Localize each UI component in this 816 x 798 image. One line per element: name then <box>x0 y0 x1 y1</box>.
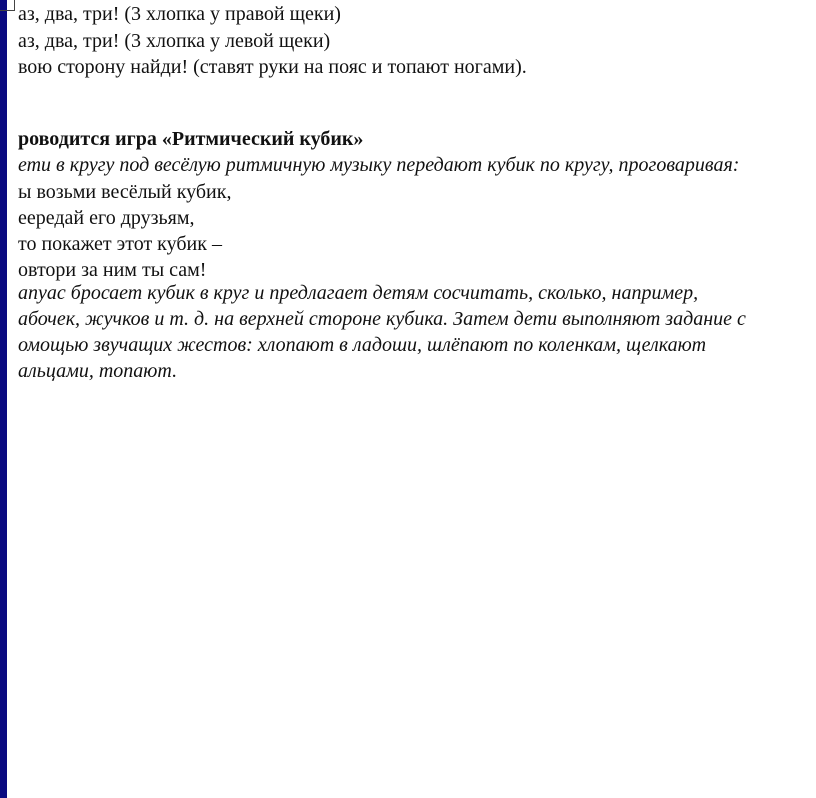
poem-line: овтори за ним ты сам! <box>18 259 207 281</box>
text-line: омощью звучащих жестов: хлопают в ладоши, шлёпают по коленкам, щелкают <box>18 334 707 356</box>
poem-line: ы возьми весёлый кубик, <box>18 181 232 203</box>
left-margin-bar <box>0 0 7 798</box>
text-line: альцами, топают. <box>18 360 178 382</box>
text-line: вою сторону найди! (ставят руки на пояс и топают ногами). <box>18 56 527 78</box>
text-line: ети в кругу под весёлую ритмичную музыку передают кубик по кругу, проговаривая: <box>18 154 740 176</box>
text-line: апуас бросает кубик в круг и предлагает детям сосчитать, сколько, например, <box>18 282 699 304</box>
text-line: абочек, жучков и т. д. на верхней стороне кубика. Затем дети выполняют задание с <box>18 308 746 330</box>
corner-crop-mark-icon <box>0 0 15 11</box>
text-line: аз, два, три! (3 хлопка у правой щеки) <box>18 3 341 25</box>
poem-line: то покажет этот кубик – <box>18 233 222 255</box>
text-line: аз, два, три! (3 хлопка у левой щеки) <box>18 30 331 52</box>
poem-line: еередай его друзьям, <box>18 207 195 229</box>
heading-line: роводится игра «Ритмический кубик» <box>18 128 364 150</box>
